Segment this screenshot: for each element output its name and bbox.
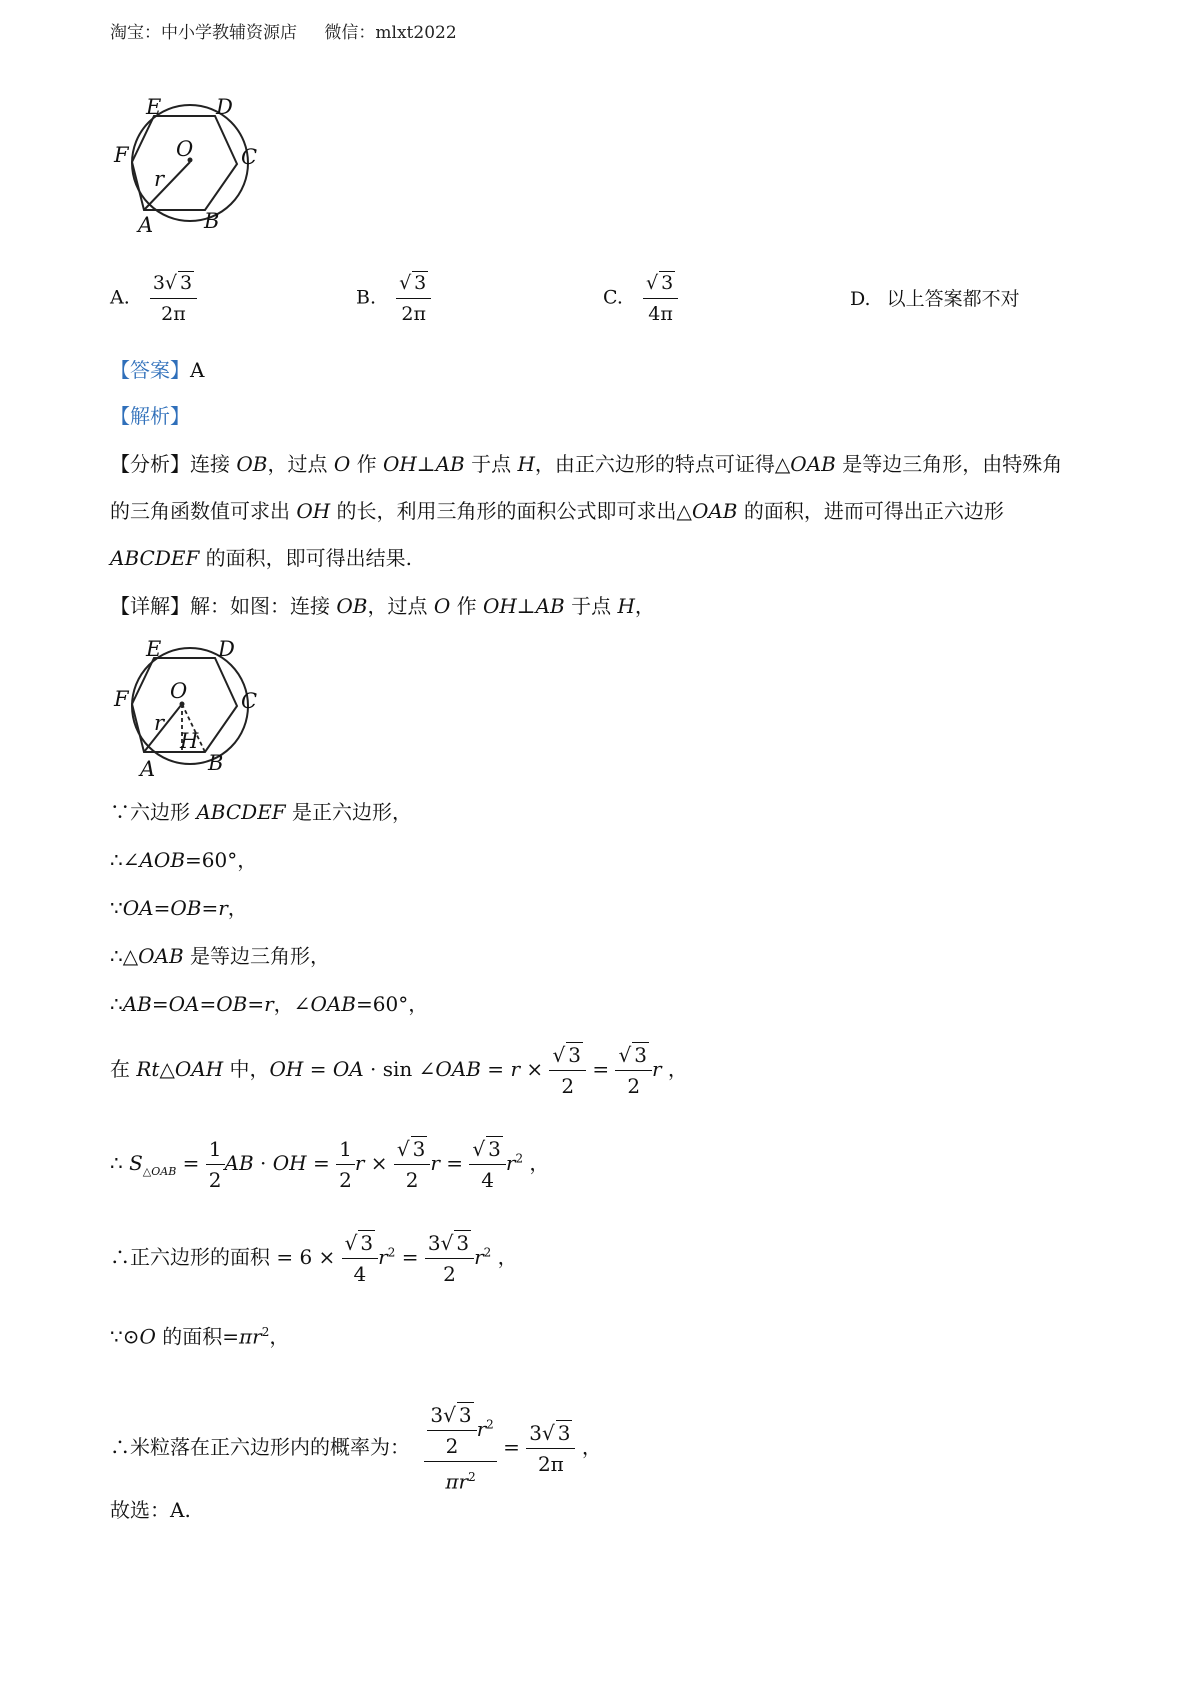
fig2-label-O: O [170, 679, 188, 703]
proof-line-4: ∴△OAB 是等边三角形， [110, 944, 331, 968]
fig1-label-D: D [216, 98, 233, 119]
answer-line: 【答案】A [110, 358, 205, 382]
analysis-tag: 【解析】 [110, 404, 190, 428]
hexagon-figure-1 [110, 98, 270, 243]
page-header [110, 18, 457, 43]
option-a: A. $\frac{3√ 3}{2\pi}$ [110, 268, 197, 329]
fig2-label-F: F [114, 687, 129, 711]
shop-name: 淘宝：中小学教辅资源店 [110, 23, 297, 43]
fenxi-line-3: ABCDEF 的面积，即可得出结果. [110, 546, 413, 570]
final-choice: 故选：A. [110, 1498, 191, 1522]
fig2-label-C: C [241, 689, 258, 713]
option-c: C. $\frac{√ 3}{4\pi}$ [603, 268, 678, 329]
fig2-label-D: D [218, 640, 235, 661]
fig1-label-B: B [204, 209, 220, 233]
equation-area-triangle: ∴ $S_{\triangle OAB}$ = $\frac{1}{2}$ AB · OH = $\frac{1}{2}$ r × $\frac{√ 3}{2}$ r = $\frac{√ 3}{4}$ $r^2$ ， [110, 1134, 549, 1195]
proof-line-5: ∴AB=OA=OB=r，∠OAB=60°， [110, 992, 429, 1016]
proof-line-2: ∴∠AOB=60°， [110, 848, 258, 872]
fig1-label-r: r [154, 167, 165, 191]
circle-area-line: ∵⊙O 的面积$=\pi r^2$， [110, 1324, 290, 1349]
fenxi-line-1: 【分析】连接 OB，过点 O 作 OH⊥AB 于点 H，由正六边形的特点可证得△OAB 是等边三角形，由特殊角 [110, 452, 1063, 476]
fig1-label-O: O [176, 137, 194, 161]
detail-line-1: 【详解】解：如图：连接 OB，过点 O 作 OH⊥AB 于点 H， [110, 594, 655, 618]
proof-line-3: ∵OA=OB=r， [110, 896, 248, 920]
option-b: B. $\frac{√ 3}{2\pi}$ [356, 268, 431, 329]
equation-probability: ∴米粒落在正六边形内的概率为： $\frac{3√ 3}{2}$ $r^2$ $\pi r^2$ = $\frac{3√ 3}{2\pi}$ ， [110, 1400, 602, 1497]
equation-area-hexagon: ∴正六边形的面积 = 6 × $\frac{√ 3}{4}$ $r^2$ = $\frac{3√ 3}{2}$ $r^2$ ， [110, 1228, 518, 1289]
wechat-id: 微信：mlxt2022 [324, 23, 457, 43]
fig2-label-H: H [180, 729, 199, 753]
fig2-label-E: E [146, 640, 162, 661]
fig1-label-A: A [138, 213, 154, 237]
fig1-label-C: C [241, 145, 258, 169]
fenxi-line-2: 的三角函数值可求出 OH 的长，利用三角形的面积公式即可求出△OAB 的面积，进而可得出正六边形 [110, 499, 1004, 523]
fig2-label-r: r [154, 711, 165, 735]
fig2-label-B: B [208, 751, 224, 775]
fig2-label-A: A [140, 757, 156, 781]
equation-oh: 在 Rt△OAH 中，OH = OA · sin ∠OAB = r × $\frac{√ 3}{2}$ = $\frac{√ 3}{2}$ r ， [110, 1040, 688, 1101]
hexagon-figure-2 [110, 640, 270, 782]
proof-line-1: ∵六边形 ABCDEF 是正六边形， [110, 800, 413, 824]
option-d: D. 以上答案都不对 [850, 288, 1020, 310]
fig1-label-F: F [114, 143, 129, 167]
fig1-label-E: E [146, 98, 162, 119]
